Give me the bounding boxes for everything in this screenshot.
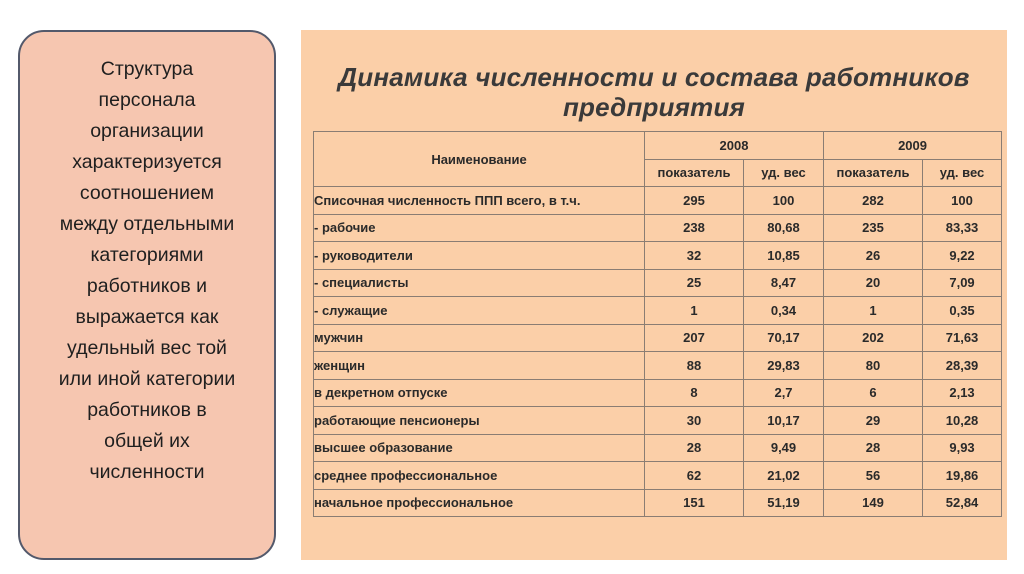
- cell-indicator: 28: [645, 434, 744, 462]
- row-label: среднее профессиональное: [314, 462, 645, 490]
- table-row: [314, 324, 1002, 352]
- cell-share: 9,49: [744, 434, 824, 462]
- cell-indicator: 80: [824, 352, 923, 380]
- table-body: [314, 187, 1002, 517]
- cell-share: 100: [744, 187, 824, 215]
- cell-indicator: 26: [824, 242, 923, 270]
- cell-indicator: 20: [824, 269, 923, 297]
- cell-share: 10,28: [923, 407, 1002, 435]
- table-row: [314, 214, 1002, 242]
- cell-indicator: 8: [645, 379, 744, 407]
- subheader-share: уд. вес: [923, 159, 1002, 187]
- cell-indicator: 202: [824, 324, 923, 352]
- subheader-indicator: показатель: [645, 159, 744, 187]
- row-label: Списочная численность ППП всего, в т.ч.: [314, 187, 645, 215]
- row-label: - рабочие: [314, 214, 645, 242]
- table-row: [314, 352, 1002, 380]
- title-line-1: Динамика численности и состава работников: [338, 62, 970, 92]
- title-line-2: предприятия: [562, 92, 746, 122]
- cell-share: 9,22: [923, 242, 1002, 270]
- cell-share: 0,34: [744, 297, 824, 325]
- table-row: [314, 489, 1002, 517]
- header-year-2008: 2008: [645, 132, 824, 160]
- cell-indicator: 282: [824, 187, 923, 215]
- cell-share: 8,47: [744, 269, 824, 297]
- row-label: мужчин: [314, 324, 645, 352]
- workforce-table: [313, 131, 1002, 517]
- header-year-2009: 2009: [824, 132, 1002, 160]
- cell-share: 10,85: [744, 242, 824, 270]
- cell-share: 70,17: [744, 324, 824, 352]
- cell-indicator: 207: [645, 324, 744, 352]
- table-panel: [301, 30, 1007, 560]
- table-row: [314, 187, 1002, 215]
- cell-share: 7,09: [923, 269, 1002, 297]
- cell-indicator: 88: [645, 352, 744, 380]
- row-label: начальное профессиональное: [314, 489, 645, 517]
- cell-share: 100: [923, 187, 1002, 215]
- row-label: женщин: [314, 352, 645, 380]
- cell-indicator: 235: [824, 214, 923, 242]
- cell-indicator: 238: [645, 214, 744, 242]
- cell-share: 9,93: [923, 434, 1002, 462]
- cell-indicator: 29: [824, 407, 923, 435]
- cell-share: 52,84: [923, 489, 1002, 517]
- cell-indicator: 1: [824, 297, 923, 325]
- cell-indicator: 149: [824, 489, 923, 517]
- row-label: - служащие: [314, 297, 645, 325]
- cell-share: 2,13: [923, 379, 1002, 407]
- table-row: [314, 434, 1002, 462]
- cell-indicator: 1: [645, 297, 744, 325]
- table-row: [314, 379, 1002, 407]
- row-label: высшее образование: [314, 434, 645, 462]
- cell-indicator: 28: [824, 434, 923, 462]
- cell-share: 29,83: [744, 352, 824, 380]
- cell-share: 2,7: [744, 379, 824, 407]
- cell-indicator: 25: [645, 269, 744, 297]
- description-text: Структура персонала организации характеризуется соотношением между отдельными категориями работников и выражается как удельный вес той или иной категории работников в общей их численности: [58, 58, 236, 483]
- table-row: [314, 297, 1002, 325]
- cell-share: 80,68: [744, 214, 824, 242]
- header-name: Наименование: [314, 132, 645, 187]
- cell-indicator: 6: [824, 379, 923, 407]
- cell-share: 10,17: [744, 407, 824, 435]
- cell-share: 51,19: [744, 489, 824, 517]
- cell-indicator: 151: [645, 489, 744, 517]
- subheader-indicator: показатель: [824, 159, 923, 187]
- description-card: [18, 30, 276, 560]
- table-row: [314, 242, 1002, 270]
- cell-share: 0,35: [923, 297, 1002, 325]
- row-label: - руководители: [314, 242, 645, 270]
- cell-share: 19,86: [923, 462, 1002, 490]
- cell-indicator: 56: [824, 462, 923, 490]
- slide-title: [301, 62, 1007, 122]
- table-row: [314, 462, 1002, 490]
- table-row: [314, 407, 1002, 435]
- row-label: работающие пенсионеры: [314, 407, 645, 435]
- cell-share: 28,39: [923, 352, 1002, 380]
- cell-share: 71,63: [923, 324, 1002, 352]
- cell-indicator: 295: [645, 187, 744, 215]
- subheader-share: уд. вес: [744, 159, 824, 187]
- cell-indicator: 30: [645, 407, 744, 435]
- row-label: в декретном отпуске: [314, 379, 645, 407]
- table-row: [314, 269, 1002, 297]
- cell-indicator: 32: [645, 242, 744, 270]
- cell-share: 21,02: [744, 462, 824, 490]
- row-label: - специалисты: [314, 269, 645, 297]
- cell-indicator: 62: [645, 462, 744, 490]
- cell-share: 83,33: [923, 214, 1002, 242]
